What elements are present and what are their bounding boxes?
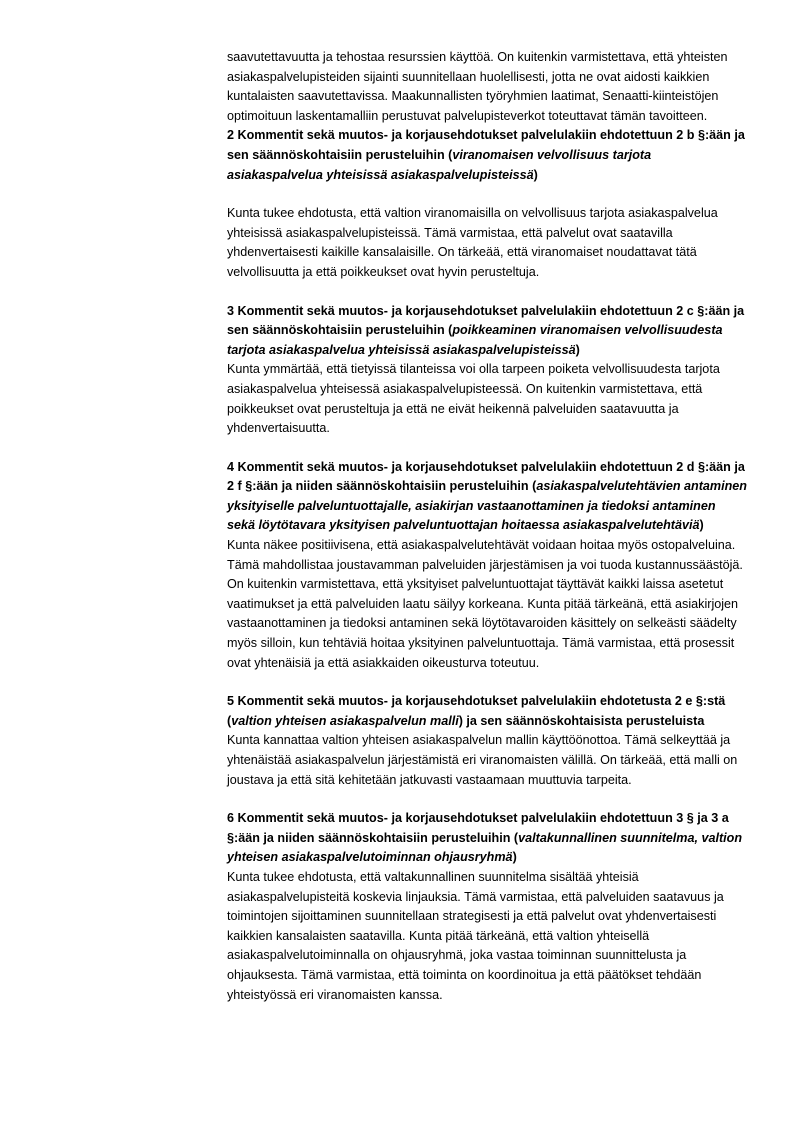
section-5-heading: [227, 692, 747, 731]
section-3-heading-text: 3 Kommentit sekä muutos- ja korjausehdotukset palvelulakiin ehdotettuun 2 c §:ään ja sen säännöskohtaisiin perusteluihin (: [227, 303, 745, 338]
section-6-heading-end: ): [512, 850, 517, 865]
section-5-body: Kunta kannattaa valtion yhteisen asiakaspalvelun mallin käyttöönottoa. Tämä selkeyttää ja yhtenäistää asiakaspalvelun järjestämistä eri viranomaisten välillä. On tärkeää, että malli on joustava ja että sitä kehitetään jatkuvasti vastaamaan muuttuvia tarpeita.: [227, 733, 738, 787]
section-5-heading-end: ) ja sen säännöskohtaisista perusteluista: [458, 713, 705, 728]
section-2-heading-topic: viranomaisen velvollisuus tarjota asiakaspalvelua yhteisissä asiakaspalvelupisteissä: [227, 147, 652, 182]
intro-paragraph: saavutettavuutta ja tehostaa resurssien käyttöä. On kuitenkin varmistettava, että yhteisten asiakaspalvelupisteiden sijainti suunnitellaan huolellisesti, jotta ne ovat aidosti kaikkien kuntalaisten saavutettavissa. Maakunnallisten työryhmien laatimat, Senaatti-kiinteistöjen optimoituun laskentamalliin perustuvat palvelupisteverkot toteuttavat tämän tavoitteen.: [227, 50, 728, 123]
section-2-body: Kunta tukee ehdotusta, että valtion viranomaisilla on velvollisuus tarjota asiakaspalvelua yhteisissä asiakaspalvelupisteissä. Tämä varmistaa, että palvelut ovat saatavilla yhdenvertaisesti kaikille kansalaisille. On tärkeää, että viranomaiset noudattavat tätä velvollisuutta ja että poikkeukset ovat hyvin perusteltuja.: [227, 206, 718, 279]
section-5-heading-text: 5 Kommentit sekä muutos- ja korjausehdotukset palvelulakiin ehdotetusta 2 e §:stä (: [227, 694, 726, 728]
section-3-heading-end: ): [575, 342, 580, 357]
section-6-heading-text: 6 Kommentit sekä muutos- ja korjausehdotukset palvelulakiin ehdotettuun 3 § ja 3 a §:ään ja niiden säännöskohtaisiin perusteluihin (: [227, 811, 729, 845]
section-4-heading: [227, 458, 747, 536]
document-page: [227, 48, 747, 1005]
section-2-heading-end: ): [533, 167, 538, 182]
section-2-heading: [227, 126, 747, 185]
section-2-heading-text: 2 Kommentit sekä muutos- ja korjausehdotukset palvelulakiin ehdotettuun 2 b §:ään ja sen säännöskohtaisiin perusteluihin (: [227, 128, 745, 162]
section-6-heading: [227, 809, 747, 868]
section-6-heading-topic: valtakunnallinen suunnitelma, valtion yhteisen asiakaspalvelutoiminnan ohjausryhmä: [227, 830, 743, 865]
section-3-heading-topic: poikkeaminen viranomaisen velvollisuudesta tarjota asiakaspalvelua yhteisissä asiakaspalvelupisteissä: [227, 323, 723, 357]
section-4-heading-topic: asiakaspalvelutehtävien antaminen yksityiselle palveluntuottajalle, asiakirjan vastaanottaminen ja tiedoksi antaminen sekä löytötavara yksityisen palveluntuottajan hoitaessa asiakaspalvelutehtäviä: [227, 479, 747, 533]
section-3-heading: [227, 302, 747, 361]
section-4-heading-end: ): [699, 518, 704, 533]
section-5-heading-topic: valtion yhteisen asiakaspalvelun malli: [231, 713, 459, 728]
section-4-body: Kunta näkee positiivisena, että asiakaspalvelutehtävät voidaan hoitaa myös ostopalveluina. Tämä mahdollistaa joustavamman palveluiden järjestämisen ja voi tuoda kustannussäästöjä. On kuitenkin varmistettava, että yksityiset palveluntuottajat täyttävät kaikki laissa asetetut vaatimukset ja että palveluiden laatu säilyy korkeana. Kunta pitää tärkeänä, että asiakirjojen vastaanottaminen ja tiedoksi antaminen sekä löytötavaroiden käsittely on selkeästi säädelty myös silloin, kun tehtäviä hoitaa yksityinen palveluntuottaja. Tämä varmistaa, että prosessit ovat yhtenäisiä ja että asiakkaiden oikeusturva toteutuu.: [227, 538, 743, 670]
section-3-body: Kunta ymmärtää, että tietyissä tilanteissa voi olla tarpeen poiketa velvollisuudesta tarjota asiakaspalvelua yhteisessä asiakaspalvelupisteessä. On kuitenkin varmistettava, että poikkeukset ovat perusteltuja ja että ne eivät heikennä palveluiden saatavuutta ja yhdenvertaisuutta.: [227, 362, 720, 436]
section-4-heading-text: 4 Kommentit sekä muutos- ja korjausehdotukset palvelulakiin ehdotettuun 2 d §:ään ja 2 f §:ään ja niiden säännöskohtaisiin perusteluihin (: [227, 459, 745, 494]
section-6-body: Kunta tukee ehdotusta, että valtakunnallinen suunnitelma sisältää yhteisiä asiakaspalvelupisteitä koskevia linjauksia. Tämä varmistaa, että palveluiden saatavuus ja toimintojen sijoittaminen suunnitellaan strategisesti ja että palvelut ovat yhdenvertaisesti kaikkien kansalaisten saatavilla. Kunta pitää tärkeänä, että valtion yhteisellä asiakaspalvelutoiminnalla on ohjausryhmä, joka vastaa toiminnan suunnittelusta ja ohjauksesta. Tämä varmistaa, että toiminta on koordinoitua ja että päätökset tehdään yhteistyössä eri viranomaisten kanssa.: [227, 869, 724, 1002]
